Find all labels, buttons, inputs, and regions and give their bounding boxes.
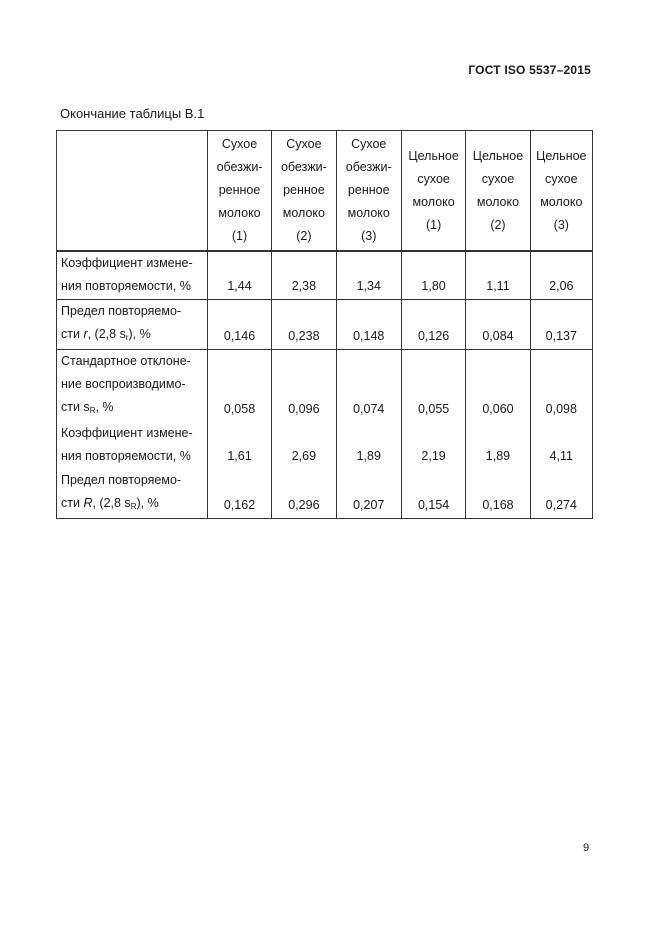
header-cell-sample: Цельное сухое молоко (1) bbox=[401, 131, 465, 252]
table-cell: 2,69 bbox=[272, 422, 336, 469]
header-cell-parameter bbox=[57, 131, 208, 252]
table-cell: 1,89 bbox=[466, 422, 530, 469]
table-row bbox=[57, 469, 593, 519]
table-cell: 0,168 bbox=[466, 469, 530, 519]
table-cell: 2,38 bbox=[272, 251, 336, 300]
table-cell: 0,146 bbox=[207, 300, 271, 350]
table-cell: 0,148 bbox=[336, 300, 401, 350]
page-number: 9 bbox=[583, 842, 590, 854]
table-cell: 0,154 bbox=[401, 469, 465, 519]
row-label: Предел повторяемо- сти R, (2,8 $s_R$), % bbox=[57, 469, 208, 519]
table-cell: 1,80 bbox=[401, 251, 465, 300]
table-cell: 0,274 bbox=[530, 469, 592, 519]
table-cell: 0,137 bbox=[530, 300, 592, 350]
table-cell: 4,11 bbox=[530, 422, 592, 469]
table-cell: 0,084 bbox=[466, 300, 530, 350]
table-cell: 0,058 bbox=[207, 350, 271, 423]
header-cell-sample: Сухое обезжи- ренное молоко (1) bbox=[207, 131, 271, 252]
table-row bbox=[57, 300, 593, 350]
header-cell-sample: Цельное сухое молоко (2) bbox=[466, 131, 530, 252]
table-cell: 1,34 bbox=[336, 251, 401, 300]
table-row bbox=[57, 350, 593, 423]
table-caption: Окончание таблицы В.1 bbox=[60, 106, 205, 121]
table-cell: 0,096 bbox=[272, 350, 336, 423]
table-cell: 2,19 bbox=[401, 422, 465, 469]
header-cell-sample: Сухое обезжи- ренное молоко (3) bbox=[336, 131, 401, 252]
row-label: Коэффициент измене- ния повторяемости, % bbox=[57, 422, 208, 469]
table-cell: 1,89 bbox=[336, 422, 401, 469]
table-cell: 0,238 bbox=[272, 300, 336, 350]
table-cell: 0,074 bbox=[336, 350, 401, 423]
table-cell: 0,055 bbox=[401, 350, 465, 423]
header-cell-sample: Цельное сухое молоко (3) bbox=[530, 131, 592, 252]
row-label: Предел повторяемо- сти r, (2,8 $s_r$), % bbox=[57, 300, 208, 350]
table-cell: 1,44 bbox=[207, 251, 271, 300]
table-cell: 1,61 bbox=[207, 422, 271, 469]
table-cell: 0,060 bbox=[466, 350, 530, 423]
table-cell: 0,126 bbox=[401, 300, 465, 350]
standard-designation: ГОСТ ISO 5537–2015 bbox=[468, 63, 591, 77]
table-cell: 0,207 bbox=[336, 469, 401, 519]
table-row bbox=[57, 422, 593, 469]
row-label: Стандартное отклоне- ние воспроизводимо- сти $s_R$, % bbox=[57, 350, 208, 423]
table-cell: 1,11 bbox=[466, 251, 530, 300]
row-label: Коэффициент измене- ния повторяемости, % bbox=[57, 251, 208, 300]
table-header-row bbox=[57, 131, 593, 252]
table-row bbox=[57, 251, 593, 300]
header-cell-sample: Сухое обезжи- ренное молоко (2) bbox=[272, 131, 336, 252]
table-cell: 0,098 bbox=[530, 350, 592, 423]
table-cell: 0,162 bbox=[207, 469, 271, 519]
table-cell: 2,06 bbox=[530, 251, 592, 300]
data-table bbox=[56, 130, 593, 519]
table-cell: 0,296 bbox=[272, 469, 336, 519]
